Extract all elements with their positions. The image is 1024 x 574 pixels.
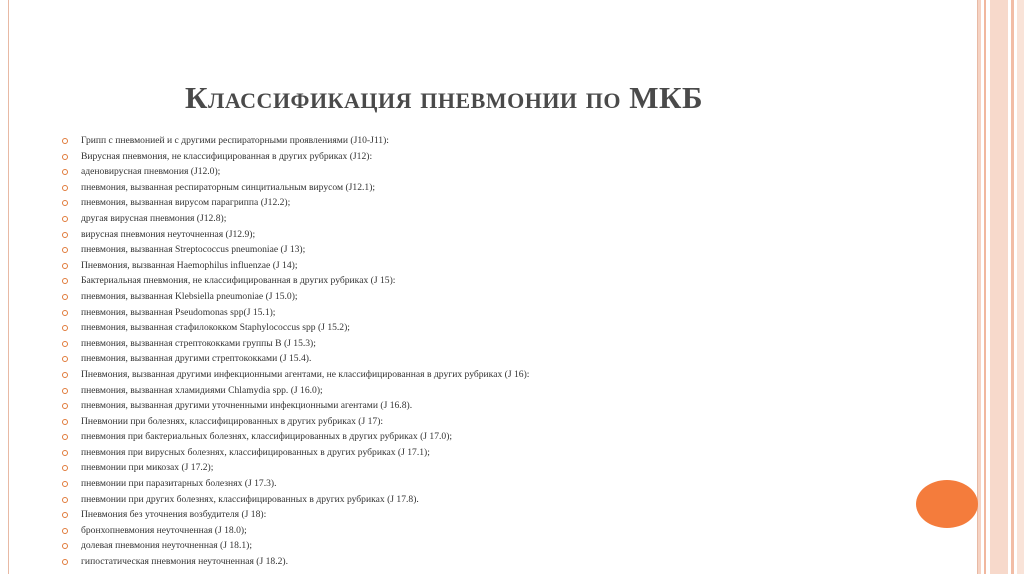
list-item-text: долевая пневмония неуточненная (J 18.1); [81, 540, 253, 552]
circle-bullet-icon [62, 341, 68, 347]
circle-bullet-icon [62, 450, 68, 456]
list-item [62, 351, 942, 367]
circle-bullet-icon [62, 497, 68, 503]
list-item-text: Пневмония, вызванная Haemophilus influenzae (J 14); [81, 259, 298, 271]
circle-bullet-icon [62, 528, 68, 534]
circle-bullet-icon [62, 356, 68, 362]
list-item-text: пневмония при вирусных болезнях, классифицированных в других рубриках (J 17.1); [81, 446, 430, 458]
circle-bullet-icon [62, 543, 68, 549]
list-item [62, 242, 942, 258]
circle-bullet-icon [62, 403, 68, 409]
list-item-text: Грипп с пневмонией и с другими респираторными проявлениями (J10-J11): [81, 135, 389, 146]
circle-bullet-icon [62, 169, 68, 175]
list-item-text: пневмония, вызванная другими стрептококками (J 15.4). [81, 353, 312, 365]
circle-bullet-icon [62, 559, 68, 565]
stripe [1011, 0, 1014, 574]
circle-bullet-icon [62, 419, 68, 425]
list-item [62, 538, 942, 554]
list-item-text: Пневмония без уточнения возбудителя (J 18): [81, 509, 267, 521]
list-item [62, 133, 942, 149]
circle-bullet-icon [62, 465, 68, 471]
list-item [62, 507, 942, 523]
list-item-text: пневмония, вызванная другими уточненными инфекционными агентами (J 16.8). [81, 400, 413, 412]
list-item-text: пневмония при бактериальных болезнях, классифицированных в других рубриках (J 17.0); [81, 431, 453, 443]
list-item [62, 429, 942, 445]
decorative-stripes [978, 0, 1024, 574]
list-item-text: пневмония, вызванная Pseudomonas spp(J 15.1); [81, 306, 276, 318]
stripe [990, 0, 1008, 574]
stripe [1017, 0, 1024, 574]
list-item-text: пневмонии при паразитарных болезнях (J 17.3). [81, 478, 277, 490]
list-item-text: пневмонии при микозах (J 17.2); [81, 462, 214, 474]
stripe [978, 0, 981, 574]
list-item [62, 195, 942, 211]
list-item-text: гипостатическая пневмония неуточненная (J 18.2). [81, 556, 288, 568]
circle-bullet-icon [62, 232, 68, 238]
list-item [62, 320, 942, 336]
list-item [62, 149, 942, 165]
list-item-text: Пневмония, вызванная другими инфекционными агентами, не классифицированная в других рубриках (J 16): [81, 368, 530, 380]
circle-bullet-icon [62, 138, 68, 144]
list-item [62, 554, 942, 570]
list-item-text: другая вирусная пневмония (J12.8); [81, 212, 227, 224]
list-item [62, 227, 942, 243]
list-item [62, 414, 942, 430]
circle-bullet-icon [62, 481, 68, 487]
classification-list [62, 133, 942, 570]
list-item-text: пневмонии при других болезнях, классифицированных в других рубриках (J 17.8). [81, 493, 419, 505]
list-item [62, 445, 942, 461]
list-item [62, 492, 942, 508]
circle-bullet-icon [62, 434, 68, 440]
circle-bullet-icon [62, 310, 68, 316]
list-item-text: пневмония, вызванная стрептококками группы В (J 15.3); [81, 337, 316, 349]
list-item-text: Пневмонии при болезнях, классифицированных в других рубриках (J 17): [81, 415, 384, 427]
list-item-text: пневмония, вызванная респираторным синцитиальным вирусом (J12.1); [81, 181, 376, 193]
circle-bullet-icon [62, 263, 68, 269]
circle-bullet-icon [62, 512, 68, 518]
circle-bullet-icon [62, 216, 68, 222]
list-item [62, 305, 942, 321]
list-item-text: пневмония, вызванная Klebsiella pneumoniae (J 15.0); [81, 290, 298, 302]
list-item [62, 211, 942, 227]
circle-bullet-icon [62, 388, 68, 394]
list-item [62, 258, 942, 274]
list-item-text: аденовирусная пневмония (J12.0); [81, 166, 221, 178]
list-item-text: пневмония, вызванная хламидиями Chlamydia spp. (J 16.0); [81, 384, 323, 396]
list-item [62, 383, 942, 399]
list-item [62, 367, 942, 383]
circle-bullet-icon [62, 278, 68, 284]
list-item [62, 273, 942, 289]
list-item [62, 398, 942, 414]
list-item [62, 460, 942, 476]
circle-bullet-icon [62, 372, 68, 378]
list-item-text: пневмония, вызванная Streptococcus pneumoniae (J 13); [81, 244, 306, 256]
circle-bullet-icon [62, 294, 68, 300]
list-item-text: Вирусная пневмония, не классифицированная в других рубриках (J12): [81, 150, 373, 162]
list-item [62, 289, 942, 305]
list-item-text: бронхопневмония неуточненная (J 18.0); [81, 524, 247, 536]
list-item [62, 476, 942, 492]
circle-bullet-icon [62, 200, 68, 206]
circle-bullet-icon [62, 154, 68, 160]
list-item [62, 164, 942, 180]
circle-bullet-icon [62, 185, 68, 191]
slide-title: Классификация пневмонии по МКБ [185, 80, 704, 115]
circle-bullet-icon [62, 247, 68, 253]
list-item [62, 336, 942, 352]
list-item-text: вирусная пневмония неуточненная (J12.9); [81, 228, 256, 240]
list-item [62, 180, 942, 196]
orange-circle-decoration [916, 480, 978, 528]
list-item-text: пневмония, вызванная стафилококком Staphylococcus spp (J 15.2); [81, 322, 350, 334]
list-item-text: пневмония, вызванная вирусом парагриппа (J12.2); [81, 197, 291, 209]
stripe [984, 0, 986, 574]
list-item [62, 523, 942, 539]
list-item-text: Бактериальная пневмония, не классифицированная в других рубриках (J 15): [81, 275, 396, 287]
circle-bullet-icon [62, 325, 68, 331]
